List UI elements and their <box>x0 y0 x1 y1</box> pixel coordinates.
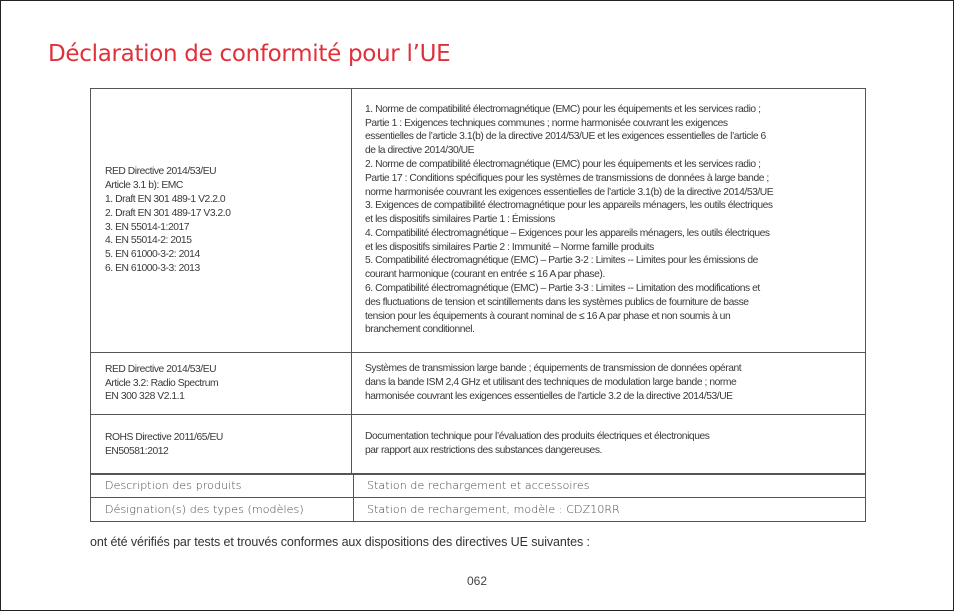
text-line: 5. EN 61000-3-2: 2014 <box>105 249 200 261</box>
text-line: 4. EN 55014-2: 2015 <box>105 235 192 247</box>
text-line: 5. Compatibilité électromagnétique (EMC) – Partie 3-2 : Limites -- Limites pour les émissions de <box>365 255 758 267</box>
table-row <box>91 89 866 353</box>
directive-reference-cell <box>91 89 352 353</box>
text-line: 1. Draft EN 301 489-1 V2.2.0 <box>105 193 226 205</box>
text-line: Partie 1 : Exigences techniques communes ; norme harmonisée couvrant les exigences <box>365 117 728 129</box>
text-line: tension pour les équipements à courant nominal de ≤ 16 A par phase et non soumis à un <box>365 310 731 322</box>
text-line: par rapport aux restrictions des substances dangereuses. <box>365 445 602 456</box>
text-line: 1. Norme de compatibilité électromagnétique (EMC) pour les équipements et les services radio ; <box>365 103 761 115</box>
directive-reference-cell <box>91 415 352 475</box>
page-number: 062 <box>466 574 488 588</box>
text-line: RED Directive 2014/53/EU <box>105 166 217 178</box>
text-line: 4. Compatibilité électromagnétique – Exigences pour les appareils ménagers, les outils électriques <box>365 227 770 239</box>
text-line: 6. EN 61000-3-3: 2013 <box>105 262 200 274</box>
text-line: EN50581:2012 <box>105 445 169 457</box>
text-line: et les dispositifs similaires Partie 1 : Émissions <box>365 214 555 226</box>
product-table <box>90 473 866 522</box>
conformity-statement: ont été vérifiés par tests et trouvés conformes aux dispositions des directives UE suivantes : <box>90 535 590 549</box>
text-line: ROHS Directive 2011/65/EU <box>105 431 223 443</box>
page-title: Déclaration de conformité pour l’UE <box>48 41 451 67</box>
text-line: EN 300 328 V2.1.1 <box>105 391 185 403</box>
directive-reference-cell <box>91 353 352 415</box>
text-line: courant harmonique (courant en entrée ≤ 16 A par phase). <box>365 269 605 281</box>
text-line: 3. Exigences de compatibilité électromagnétique pour les appareils ménagers, les outils électriques <box>365 200 773 212</box>
text-line: Documentation technique pour l’évaluation des produits électriques et électroniques <box>365 431 710 443</box>
text-line: 2. Draft EN 301 489-17 V3.2.0 <box>105 207 231 219</box>
table-row <box>91 353 866 415</box>
text-line: 6. Compatibilité électromagnétique (EMC) – Partie 3-3 : Limites -- Limitation des modifications et <box>365 283 760 295</box>
text-line: harmonisée couvrant les exigences essentielles de l’article 3.2 de la directive 2014/53/UE <box>365 390 733 402</box>
text-line: 2. Norme de compatibilité électromagnétique (EMC) pour les équipements et les services radio ; <box>365 158 761 170</box>
table-row <box>91 498 866 522</box>
text-line: Partie 17 : Conditions spécifiques pour les systèmes de transmissions de données à large bande ; <box>365 172 769 184</box>
text-line: norme harmonisée couvrant les exigences essentielles de l’article 3.1(b) de la directive 2014/53/UE <box>365 186 774 198</box>
product-label-cell: Désignation(s) des types (modèles) <box>91 498 354 522</box>
text-line: 3. EN 55014-1:2017 <box>105 221 190 233</box>
directives-table <box>90 88 866 475</box>
text-line: branchement conditionnel. <box>365 324 475 336</box>
text-line: dans la bande ISM 2,4 GHz et utilisant des techniques de modulation large bande ; norme <box>365 377 737 389</box>
directive-description-cell <box>352 89 866 353</box>
text-line: Article 3.1 b): EMC <box>105 180 183 192</box>
product-value-cell: Station de rechargement, modèle : CDZ10RR <box>354 498 866 522</box>
text-line: de la directive 2014/30/UE <box>365 145 475 157</box>
product-label-cell: Description des produits <box>91 474 354 498</box>
text-line: RED Directive 2014/53/EU <box>105 363 217 375</box>
text-line: Systèmes de transmission large bande ; équipements de transmission de données opérant <box>365 363 742 375</box>
table-row <box>91 474 866 498</box>
directive-description-cell <box>352 353 866 415</box>
text-line: Article 3.2: Radio Spectrum <box>105 377 219 389</box>
text-line: essentielles de l’article 3.1(b) de la directive 2014/53/UE et les exigences essentielles de l’article 6 <box>365 131 766 143</box>
directive-description-cell <box>352 415 866 475</box>
text-line: et les dispositifs similaires Partie 2 : Immunité – Norme famille produits <box>365 241 654 253</box>
text-line: des fluctuations de tension et scintillements dans les systèmes publics de fourniture de basse <box>365 296 749 308</box>
product-value-cell: Station de rechargement et accessoires <box>354 474 866 498</box>
table-row <box>91 415 866 475</box>
